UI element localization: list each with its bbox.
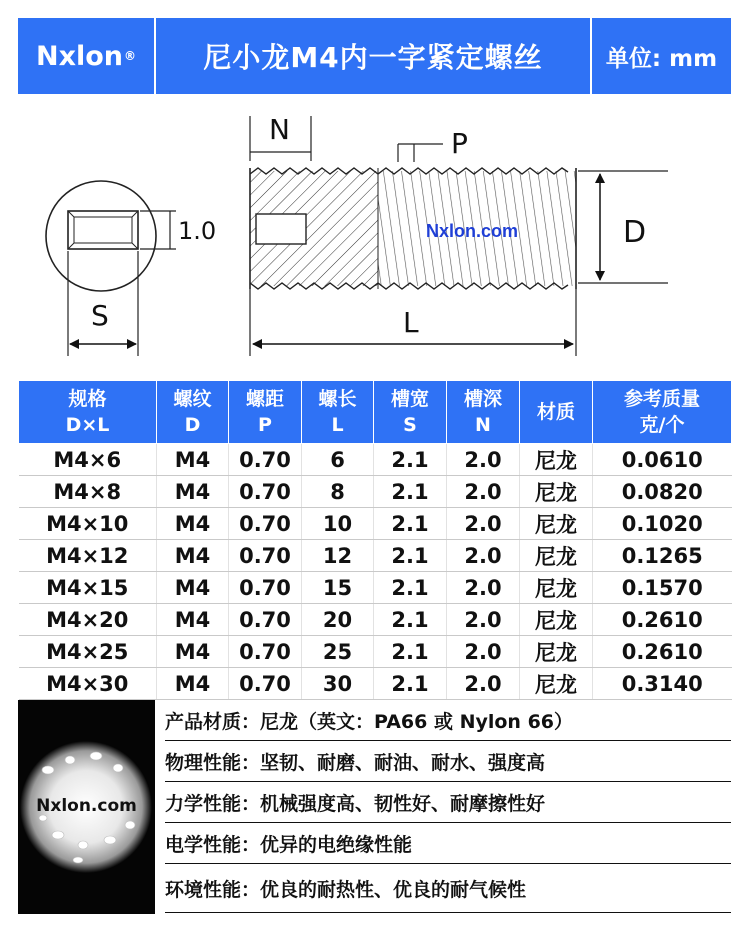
cell-pitch: 0.70 [229, 572, 302, 604]
cell-pitch: 0.70 [229, 636, 302, 668]
property-material [165, 700, 731, 741]
table-header-row [19, 381, 732, 444]
cell-slot-depth: 2.0 [447, 668, 520, 700]
cell-material: 尼龙 [520, 636, 593, 668]
cell-weight: 0.3140 [593, 668, 732, 700]
unit-label: 单位: mm [605, 45, 718, 72]
col-header-spec: 规格 D×L [19, 381, 157, 444]
cell-length: 30 [302, 668, 374, 700]
cell-weight: 0.2610 [593, 604, 732, 636]
hex-depth-label: N [269, 113, 290, 146]
cell-length: 12 [302, 540, 374, 572]
cell-spec: M4×12 [19, 540, 157, 572]
cell-weight: 0.2610 [593, 636, 732, 668]
cell-weight: 0.1265 [593, 540, 732, 572]
table-body [19, 444, 732, 700]
property-label: 产品材质： [165, 710, 261, 733]
table-row [19, 636, 732, 668]
property-label: 环境性能： [165, 878, 261, 901]
cell-material: 尼龙 [520, 444, 593, 476]
cell-spec: M4×8 [19, 476, 157, 508]
property-value: 机械强度高、韧性好、耐摩擦性好 [260, 792, 546, 815]
cell-thread: M4 [157, 636, 229, 668]
property-label: 力学性能： [165, 792, 261, 815]
cell-slot-width: 2.1 [374, 636, 447, 668]
properties-section [18, 700, 731, 914]
slot-width-label: S [91, 299, 109, 332]
cell-thread: M4 [157, 476, 229, 508]
cell-thread: M4 [157, 572, 229, 604]
col-header-slot-width: 槽宽 S [374, 381, 447, 444]
cell-pitch: 0.70 [229, 540, 302, 572]
col-header-length: 螺长 L [302, 381, 374, 444]
property-mechanical [165, 782, 731, 823]
cell-material: 尼龙 [520, 572, 593, 604]
cell-spec: M4×20 [19, 604, 157, 636]
cell-slot-width: 2.1 [374, 668, 447, 700]
cell-pitch: 0.70 [229, 508, 302, 540]
cell-material: 尼龙 [520, 508, 593, 540]
cell-pitch: 0.70 [229, 668, 302, 700]
property-value: 尼龙（英文：PA66 或 Nylon 66） [260, 710, 574, 733]
cell-slot-width: 2.1 [374, 572, 447, 604]
header-bar [18, 18, 731, 94]
col-header-thread: 螺纹 D [157, 381, 229, 444]
spec-table [18, 380, 732, 700]
property-label: 电学性能： [165, 833, 261, 856]
cell-slot-width: 2.1 [374, 508, 447, 540]
slot-depth-label: 1.0 [178, 217, 217, 245]
cell-slot-depth: 2.0 [447, 572, 520, 604]
cell-weight: 0.1570 [593, 572, 732, 604]
cell-length: 10 [302, 508, 374, 540]
cell-slot-depth: 2.0 [447, 444, 520, 476]
table-row [19, 668, 732, 700]
page-title: 尼小龙M4内一字紧定螺丝 [156, 18, 592, 94]
cell-pitch: 0.70 [229, 476, 302, 508]
cell-weight: 0.0820 [593, 476, 732, 508]
col-header-material: 材质 [520, 381, 593, 444]
cell-length: 20 [302, 604, 374, 636]
col-header-weight: 参考质量 克/个 [593, 381, 732, 444]
cell-thread: M4 [157, 604, 229, 636]
cell-weight: 0.0610 [593, 444, 732, 476]
cell-length: 15 [302, 572, 374, 604]
cell-length: 8 [302, 476, 374, 508]
cell-spec: M4×15 [19, 572, 157, 604]
table-row [19, 508, 732, 540]
registered-mark: ® [124, 49, 137, 63]
cell-thread: M4 [157, 668, 229, 700]
cell-length: 25 [302, 636, 374, 668]
property-value: 优良的耐热性、优良的耐气候性 [260, 878, 527, 901]
cell-pitch: 0.70 [229, 604, 302, 636]
cell-material: 尼龙 [520, 476, 593, 508]
col-header-slot-depth: 槽深 N [447, 381, 520, 444]
table-row [19, 604, 732, 636]
cell-pitch: 0.70 [229, 444, 302, 476]
watermark-text: Nxlon.com [426, 221, 519, 241]
cell-thread: M4 [157, 540, 229, 572]
cell-slot-depth: 2.0 [447, 540, 520, 572]
property-label: 物理性能： [165, 751, 261, 774]
cell-spec: M4×30 [19, 668, 157, 700]
table-row [19, 444, 732, 476]
cell-slot-width: 2.1 [374, 540, 447, 572]
cell-slot-width: 2.1 [374, 476, 447, 508]
property-environmental [165, 864, 731, 913]
property-list [165, 700, 731, 914]
property-physical [165, 741, 731, 782]
cell-slot-width: 2.1 [374, 604, 447, 636]
cell-slot-depth: 2.0 [447, 636, 520, 668]
cell-slot-depth: 2.0 [447, 508, 520, 540]
screw-diagram [18, 96, 731, 378]
property-value: 坚韧、耐磨、耐油、耐水、强度高 [260, 751, 546, 774]
cell-slot-depth: 2.0 [447, 476, 520, 508]
cell-weight: 0.1020 [593, 508, 732, 540]
cell-slot-depth: 2.0 [447, 604, 520, 636]
table-row [19, 572, 732, 604]
table-row [19, 540, 732, 572]
brand-logo [18, 18, 156, 94]
cell-material: 尼龙 [520, 668, 593, 700]
cell-thread: M4 [157, 508, 229, 540]
cell-spec: M4×25 [19, 636, 157, 668]
diameter-label: D [623, 215, 647, 250]
cell-spec: M4×6 [19, 444, 157, 476]
photo-watermark: Nxlon.com [36, 796, 137, 816]
col-header-pitch: 螺距 P [229, 381, 302, 444]
brand-name: Nxlon [35, 40, 124, 72]
pitch-label: P [451, 127, 468, 160]
property-value: 优异的电绝缘性能 [260, 833, 413, 856]
end-view [46, 181, 176, 356]
cell-slot-width: 2.1 [374, 444, 447, 476]
cell-material: 尼龙 [520, 604, 593, 636]
product-photo [18, 700, 155, 914]
length-label: L [403, 306, 419, 339]
cell-spec: M4×10 [19, 508, 157, 540]
cell-thread: M4 [157, 444, 229, 476]
property-electrical [165, 823, 731, 864]
cell-length: 6 [302, 444, 374, 476]
table-row [19, 476, 732, 508]
cell-material: 尼龙 [520, 540, 593, 572]
